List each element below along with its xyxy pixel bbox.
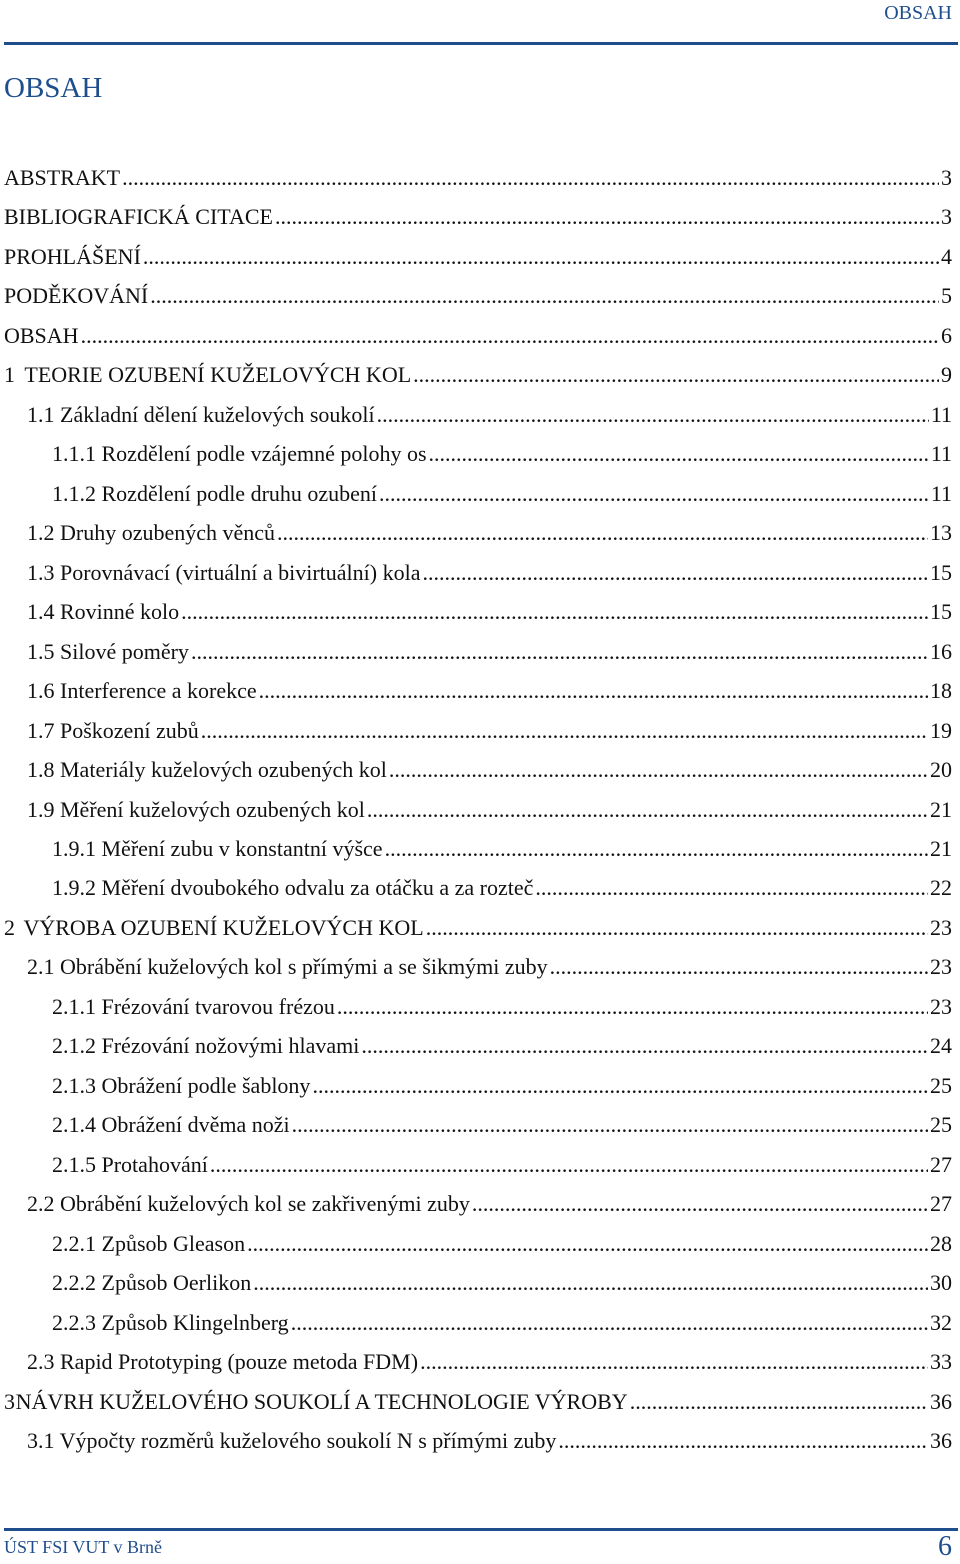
toc-entry-page: 11 [930, 441, 952, 467]
toc-entry-label: PROHLÁŠENÍ [4, 243, 141, 269]
toc-dot-leader [275, 197, 939, 236]
footer-rule [4, 1528, 958, 1531]
toc-entry-page: 23 [930, 993, 952, 1019]
toc-entry-page: 36 [930, 1388, 952, 1414]
toc-entry[interactable] [4, 395, 952, 434]
toc-entry-label: 1.4 Rovinné kolo [27, 599, 180, 625]
toc-dot-leader [259, 671, 928, 710]
toc-dot-leader [420, 1342, 928, 1381]
toc-entry-number: 3 [4, 1388, 15, 1414]
toc-entry[interactable] [4, 987, 952, 1026]
toc-entry[interactable] [4, 1342, 952, 1381]
toc-entry-page: 18 [930, 678, 952, 704]
toc-entry[interactable] [4, 474, 952, 513]
toc-dot-leader [337, 987, 928, 1026]
toc-dot-leader [143, 237, 939, 276]
toc-dot-leader [472, 1184, 928, 1223]
toc-dot-leader [150, 276, 939, 315]
toc-dot-leader [379, 474, 929, 513]
toc-dot-leader [558, 1421, 928, 1460]
toc-entry-page: 27 [930, 1151, 952, 1177]
toc-entry-page: 11 [930, 401, 952, 427]
toc-entry-page: 11 [930, 480, 952, 506]
toc-entry-page: 15 [930, 599, 952, 625]
toc-entry-label: 1.8 Materiály kuželových ozubených kol [27, 757, 387, 783]
toc-dot-leader [247, 1224, 928, 1263]
toc-entry-label: 2.1.4 Obrážení dvěma noži [52, 1112, 290, 1138]
toc-dot-leader [389, 750, 928, 789]
toc-entry[interactable] [4, 750, 952, 789]
toc-entry-label: 2.3 Rapid Prototyping (pouze metoda FDM) [27, 1349, 419, 1375]
toc-entry-label: 2.1.1 Frézování tvarovou frézou [52, 993, 335, 1019]
toc-dot-leader [291, 1303, 928, 1342]
toc-dot-leader [312, 1066, 928, 1105]
toc-dot-leader [630, 1382, 928, 1421]
table-of-contents [4, 158, 952, 1460]
footer-page-number: 6 [938, 1531, 952, 1562]
toc-entry-page: 24 [930, 1033, 952, 1059]
toc-dot-leader [181, 592, 928, 631]
toc-entry-label: 3.1 Výpočty rozměrů kuželového soukolí N s přímými zuby [27, 1428, 557, 1453]
toc-entry-label: 2.2.1 Způsob Gleason [52, 1230, 246, 1256]
toc-entry-page: 27 [930, 1191, 952, 1217]
toc-entry[interactable] [4, 592, 952, 631]
toc-entry-label: TEORIE OZUBENÍ KUŽELOVÝCH KOL [24, 362, 412, 388]
footer-institution: ÚST FSI VUT v Brně [4, 1537, 163, 1557]
toc-entry-number: 1 [4, 362, 15, 388]
toc-entry[interactable] [4, 868, 952, 907]
toc-entry-page: 23 [930, 954, 952, 980]
toc-entry[interactable] [4, 632, 952, 671]
toc-entry-label: OBSAH [4, 322, 79, 348]
toc-entry-label: 1.9.1 Měření zubu v konstantní výšce [52, 835, 383, 861]
toc-dot-leader [361, 1026, 928, 1065]
toc-entry-page: 21 [930, 835, 952, 861]
toc-entry-page: 32 [930, 1309, 952, 1335]
toc-entry[interactable] [4, 553, 952, 592]
toc-entry-page: 22 [930, 875, 952, 901]
toc-entry-label: PODĚKOVÁNÍ [4, 283, 149, 309]
running-header: OBSAH [884, 2, 952, 24]
toc-entry-page: 5 [941, 283, 952, 309]
toc-entry[interactable] [4, 1421, 952, 1460]
toc-entry-page: 23 [930, 914, 952, 940]
toc-entry-page: 25 [930, 1112, 952, 1138]
toc-entry-page: 4 [941, 243, 952, 269]
toc-entry[interactable] [4, 947, 952, 986]
toc-dot-leader [210, 1145, 928, 1184]
toc-entry-label: 2.1 Obrábění kuželových kol s přímými a se šikmými zuby [27, 954, 548, 980]
toc-entry-label: VÝROBA OZUBENÍ KUŽELOVÝCH KOL [23, 914, 424, 940]
toc-entry[interactable] [4, 316, 952, 355]
toc-entry[interactable] [4, 1026, 952, 1065]
toc-dot-leader [385, 829, 928, 868]
toc-entry-label: 2.2.2 Způsob Oerlikon [52, 1270, 252, 1296]
toc-entry[interactable] [4, 1224, 952, 1263]
toc-entry[interactable] [4, 513, 952, 552]
toc-entry[interactable] [4, 1263, 952, 1302]
toc-entry[interactable] [4, 1382, 952, 1421]
toc-dot-leader [429, 434, 929, 473]
toc-entry[interactable] [4, 197, 952, 236]
toc-dot-leader [535, 868, 928, 907]
toc-entry[interactable] [4, 711, 952, 750]
toc-entry-label: 2.2 Obrábění kuželových kol se zakřivenými zuby [27, 1191, 470, 1217]
header-rule [4, 42, 958, 45]
toc-entry[interactable] [4, 671, 952, 710]
toc-entry[interactable] [4, 355, 952, 394]
toc-entry-page: 3 [941, 165, 952, 190]
toc-entry-label: 2.2.3 Způsob Klingelnberg [52, 1309, 289, 1335]
toc-dot-leader [550, 947, 928, 986]
toc-entry-page: 6 [941, 322, 952, 348]
toc-entry-label: 1.7 Poškození zubů [27, 717, 199, 743]
toc-entry-page: 36 [930, 1428, 952, 1453]
toc-entry-page: 3 [941, 204, 952, 230]
toc-entry[interactable] [4, 1066, 952, 1105]
toc-entry[interactable] [4, 434, 952, 473]
toc-entry[interactable] [4, 829, 952, 868]
toc-entry-page: 19 [930, 717, 952, 743]
toc-entry-label: 1.2 Druhy ozubených věnců [27, 520, 276, 546]
toc-entry-page: 9 [941, 362, 952, 388]
toc-entry-page: 30 [930, 1270, 952, 1296]
toc-dot-leader [367, 790, 928, 829]
toc-entry[interactable] [4, 237, 952, 276]
toc-dot-leader [426, 908, 928, 947]
toc-entry-page: 20 [930, 757, 952, 783]
toc-entry[interactable] [4, 1303, 952, 1342]
toc-entry-label: 1.1.2 Rozdělení podle druhu ozubení [52, 480, 378, 506]
toc-entry-label: 2.1.2 Frézování nožovými hlavami [52, 1033, 360, 1059]
toc-dot-leader [377, 395, 929, 434]
toc-entry-page: 13 [930, 520, 952, 546]
toc-entry[interactable] [4, 1145, 952, 1184]
toc-entry[interactable] [4, 790, 952, 829]
toc-dot-leader [413, 355, 939, 394]
toc-entry-page: 33 [930, 1349, 952, 1375]
toc-entry-label: 1.1 Základní dělení kuželových soukolí [27, 401, 375, 427]
toc-dot-leader [277, 513, 928, 552]
toc-entry-label: 1.5 Silové poměry [27, 638, 189, 664]
toc-entry-label: ABSTRAKT [4, 165, 121, 190]
toc-entry-label: 1.9.2 Měření dvoubokého odvalu za otáčku a za rozteč [52, 875, 534, 901]
toc-entry[interactable] [4, 1105, 952, 1144]
toc-entry[interactable] [4, 158, 952, 197]
toc-entry-page: 21 [930, 796, 952, 822]
toc-entry-label: 2.1.5 Protahování [52, 1151, 208, 1177]
toc-dot-leader [201, 711, 928, 750]
toc-entry-label: 2.1.3 Obrážení podle šablony [52, 1072, 311, 1098]
toc-dot-leader [292, 1105, 928, 1144]
toc-entry-number: 2 [4, 914, 15, 940]
page-title: OBSAH [4, 72, 103, 104]
toc-entry-label: 1.6 Interference a korekce [27, 678, 257, 704]
toc-entry-label: 1.9 Měření kuželových ozubených kol [27, 796, 365, 822]
toc-entry[interactable] [4, 908, 952, 947]
toc-entry[interactable] [4, 276, 952, 315]
toc-entry-label: 1.1.1 Rozdělení podle vzájemné polohy os [52, 441, 427, 467]
toc-entry-page: 15 [930, 559, 952, 585]
toc-entry[interactable] [4, 1184, 952, 1223]
toc-entry-page: 16 [930, 638, 952, 664]
toc-entry-label: NÁVRH KUŽELOVÉHO SOUKOLÍ A TECHNOLOGIE VÝROBY [15, 1388, 628, 1414]
toc-dot-leader [81, 316, 939, 355]
toc-dot-leader [191, 632, 928, 671]
toc-entry-label: 1.3 Porovnávací (virtuální a bivirtuální) kola [27, 559, 421, 585]
toc-dot-leader [422, 553, 928, 592]
toc-entry-page: 28 [930, 1230, 952, 1256]
toc-entry-label: BIBLIOGRAFICKÁ CITACE [4, 204, 273, 230]
toc-dot-leader [253, 1263, 928, 1302]
toc-entry-page: 25 [930, 1072, 952, 1098]
toc-dot-leader [122, 158, 939, 197]
